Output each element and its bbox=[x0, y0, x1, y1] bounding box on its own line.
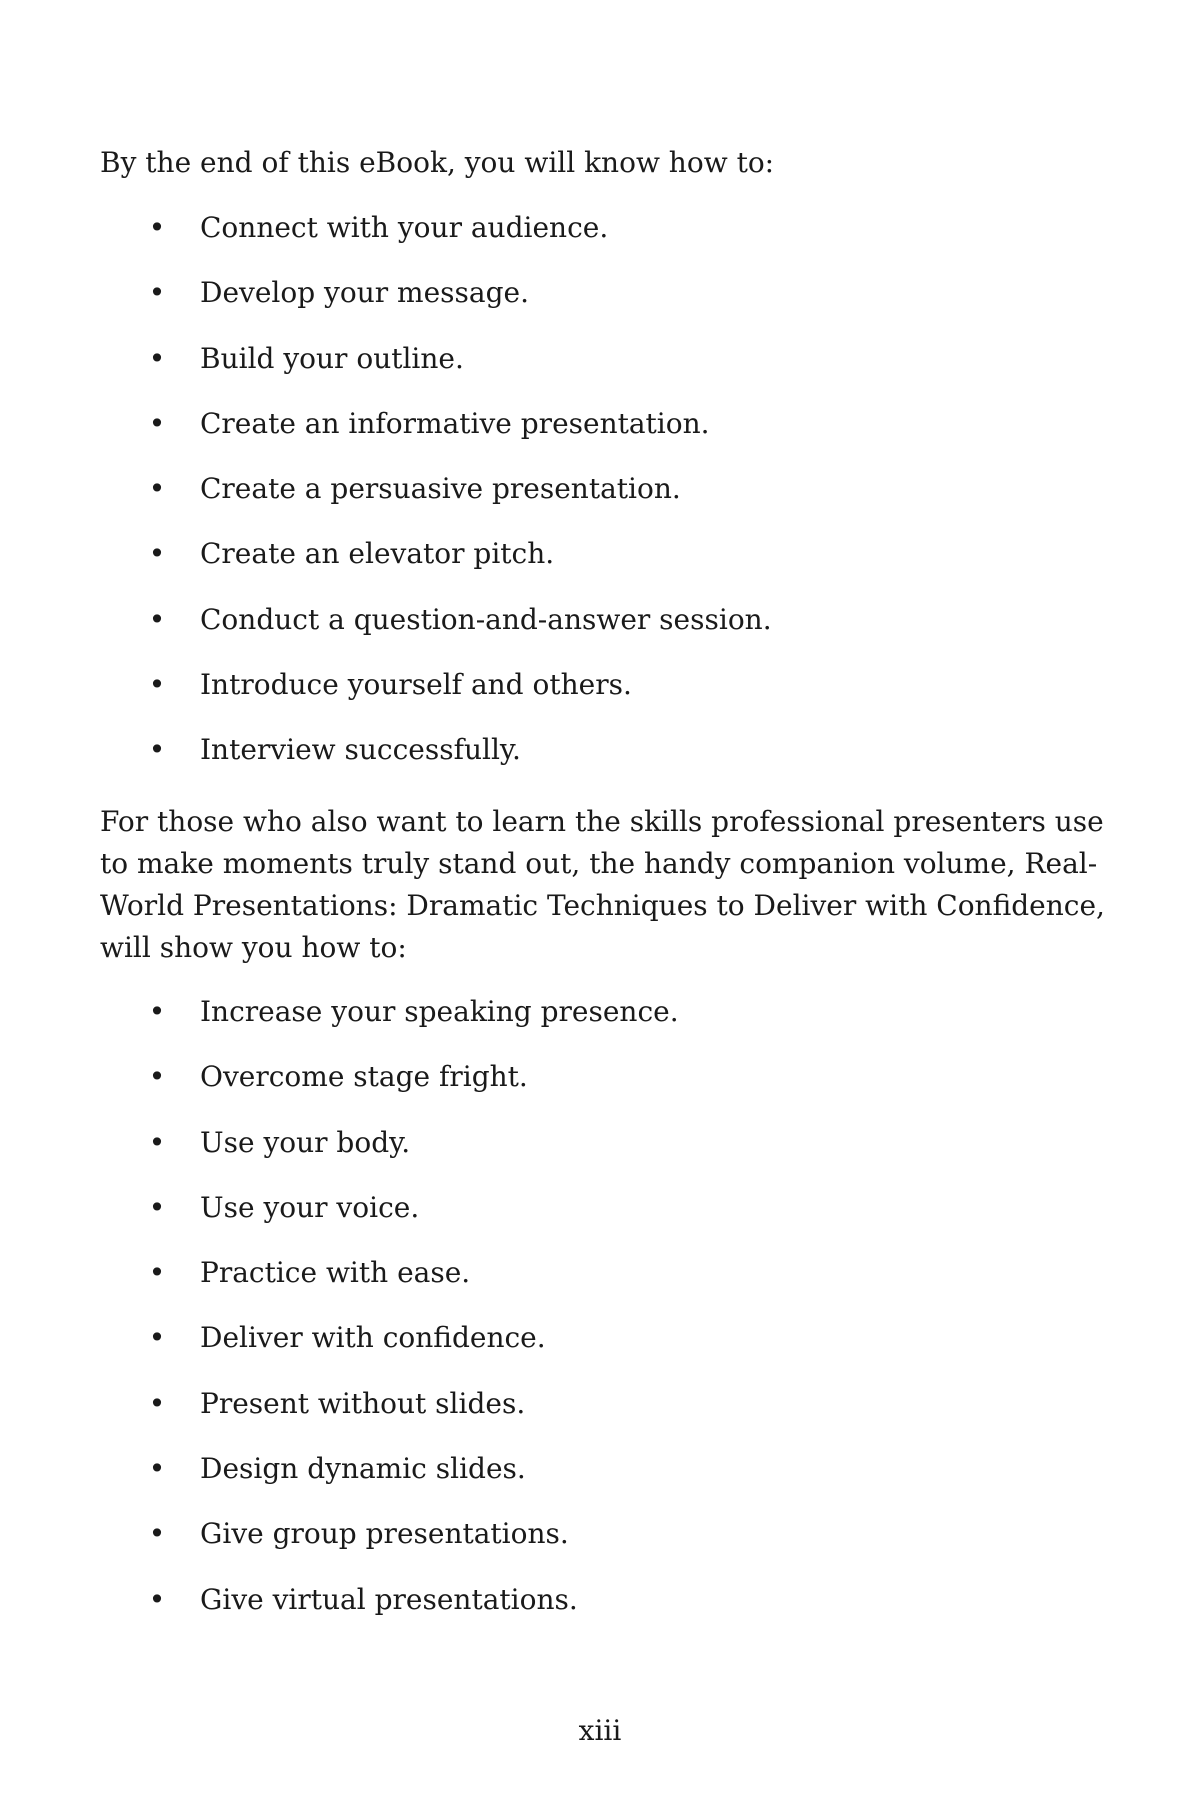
list-item-text: Deliver with confidence. bbox=[200, 1321, 546, 1355]
bullet-icon: • bbox=[148, 1517, 166, 1551]
bullet-icon: • bbox=[148, 1386, 166, 1420]
list-item bbox=[0, 207, 1200, 272]
list-item-text: Present without slides. bbox=[200, 1386, 526, 1420]
list-item-text: Interview successfully. bbox=[200, 733, 521, 767]
bullet-icon: • bbox=[148, 733, 166, 767]
list-item-text: Give group presentations. bbox=[200, 1517, 569, 1551]
list-item-text: Increase your speaking presence. bbox=[200, 995, 679, 1028]
bullet-icon: • bbox=[148, 1060, 166, 1094]
bullet-icon: • bbox=[148, 211, 166, 244]
list-item bbox=[0, 1056, 1200, 1121]
bullet-icon: • bbox=[148, 406, 166, 440]
list-item-text: Use your body. bbox=[200, 1125, 411, 1159]
list-item-text: Design dynamic slides. bbox=[200, 1452, 526, 1486]
companion-paragraph: For those who also want to learn the skills professional presenters use to make moments truly stand out, the handy companion volume, Real-World Presentations: Dramatic Techniques to Deliver with Confidence, will show you how to: bbox=[100, 805, 1105, 964]
bullet-icon: • bbox=[148, 1582, 166, 1616]
bullet-icon: • bbox=[148, 472, 166, 506]
list-item-text: Use your voice. bbox=[200, 1190, 420, 1224]
list-item bbox=[0, 729, 1200, 794]
list-item bbox=[0, 533, 1200, 598]
bullet-icon: • bbox=[148, 1452, 166, 1486]
list-item bbox=[0, 1513, 1200, 1578]
intro-paragraph: By the end of this eBook, you will know how to: bbox=[100, 146, 775, 179]
list-item bbox=[0, 468, 1200, 533]
skills-list-companion bbox=[0, 991, 1200, 1644]
list-item-text: Develop your message. bbox=[200, 276, 529, 310]
bullet-icon: • bbox=[148, 537, 166, 571]
list-item bbox=[0, 599, 1200, 664]
list-item bbox=[0, 664, 1200, 729]
bullet-icon: • bbox=[148, 668, 166, 702]
list-item bbox=[0, 1383, 1200, 1448]
list-item bbox=[0, 1187, 1200, 1252]
list-item-text: Overcome stage fright. bbox=[200, 1060, 528, 1094]
bullet-icon: • bbox=[148, 341, 166, 375]
list-item-text: Build your outline. bbox=[200, 341, 464, 375]
list-item bbox=[0, 1252, 1200, 1317]
skills-list-ebook bbox=[0, 207, 1200, 795]
list-item-text: Create an informative presentation. bbox=[200, 406, 710, 440]
list-item-text: Create an elevator pitch. bbox=[200, 537, 555, 571]
bullet-icon: • bbox=[148, 276, 166, 310]
list-item-text: Practice with ease. bbox=[200, 1256, 471, 1290]
list-item-text: Introduce yourself and others. bbox=[200, 668, 632, 702]
bullet-icon: • bbox=[148, 1256, 166, 1290]
list-item bbox=[0, 403, 1200, 468]
list-item bbox=[0, 1579, 1200, 1644]
list-item bbox=[0, 1317, 1200, 1382]
list-item-text: Conduct a question-and-answer session. bbox=[200, 602, 772, 636]
list-item bbox=[0, 272, 1200, 337]
list-item bbox=[0, 991, 1200, 1056]
bullet-icon: • bbox=[148, 602, 166, 636]
list-item-text: Give virtual presentations. bbox=[200, 1582, 578, 1616]
bullet-icon: • bbox=[148, 995, 166, 1028]
bullet-icon: • bbox=[148, 1190, 166, 1224]
list-item-text: Create a persuasive presentation. bbox=[200, 472, 681, 506]
list-item bbox=[0, 1448, 1200, 1513]
list-item bbox=[0, 1122, 1200, 1187]
bullet-icon: • bbox=[148, 1125, 166, 1159]
list-item-text: Connect with your audience. bbox=[200, 211, 609, 244]
page-number: xiii bbox=[578, 1714, 622, 1747]
bullet-icon: • bbox=[148, 1321, 166, 1355]
list-item bbox=[0, 338, 1200, 403]
